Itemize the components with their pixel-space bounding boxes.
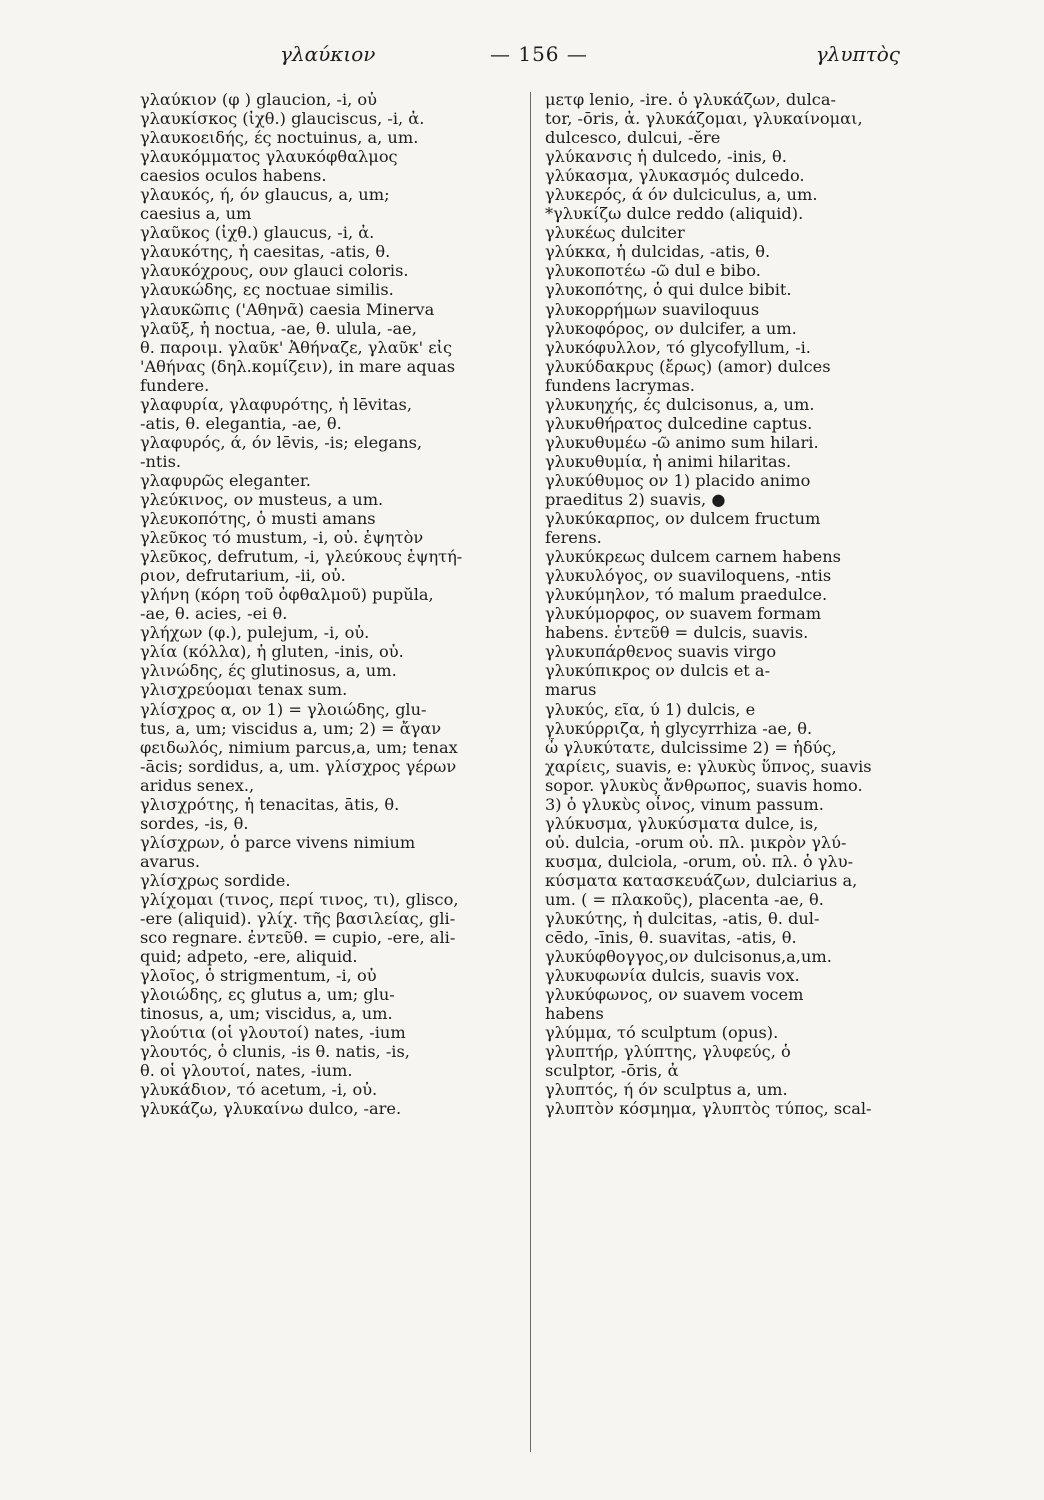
dictionary-line: fundere. [140,375,210,395]
dictionary-line: κυσμα, dulciola, -orum, οὐ. πλ. ὁ γλυ- [545,851,854,871]
dictionary-line: γλυκύμορφος, ον suavem formam [545,604,822,624]
dictionary-line: γλαυκότης, ἡ caesitas, -atis, θ. [140,242,391,262]
dictionary-line: 3) ὁ γλυκὺς οἶνος, vinum passum. [545,794,824,814]
dictionary-line: -ae, θ. acies, -ei θ. [140,604,288,624]
dictionary-line: tinosus, a, um; viscidus, a, um. [140,1004,393,1024]
dictionary-line: γλύκανσις ἡ dulcedo, -inis, θ. [545,147,787,167]
dictionary-line: quid; adpeto, -ere, aliquid. [140,947,358,967]
dictionary-line: γλυκοφόρος, ον dulcifer, a um. [545,318,797,338]
dictionary-line: ferens. [545,528,602,548]
dictionary-line: θ. οἱ γλουτοί, nates, -ium. [140,1061,353,1081]
dictionary-line: γλισχρότης, ἡ tenacitas, ātis, θ. [140,794,400,814]
dictionary-line: praeditus 2) suavis, ● [545,489,726,509]
dictionary-line: γλίσχρος α, ον 1) = γλοιώδης, glu- [140,699,427,719]
dictionary-line: γλαῦξ, ἡ noctua, -ae, θ. ulula, -ae, [140,318,417,338]
dictionary-line: um. ( = πλακοῦς), placenta -ae, θ. [545,889,824,909]
dictionary-line: avarus. [140,851,201,871]
dictionary-line: γλυκύτης, ἡ dulcitas, -atis, θ. dul- [545,909,820,929]
dictionary-line: γλυκυφωνία dulcis, suavis vox. [545,966,800,986]
dictionary-line: γλουτός, ὁ clunis, -is θ. natis, -is, [140,1042,410,1062]
dictionary-line: γλυκύκαρπος, ον dulcem fructum [545,509,821,529]
dictionary-line: γλύκκα, ἡ dulcidas, -atis, θ. [545,242,771,262]
dictionary-line: γλαυκώδης, ες noctuae similis. [140,280,394,300]
running-header [140,42,940,82]
dictionary-line: habens. ἐντεῦθ = dulcis, suavis. [545,623,809,643]
dictionary-line: γλαυκοειδής, ές noctuinus, a, um. [140,128,419,148]
dictionary-line: γλήνη (κόρη τοῦ ὀφθαλμοῦ) pupŭla, [140,585,434,605]
dictionary-line: γλυκύπικρος ον dulcis et a- [545,661,771,681]
dictionary-line: γλοῖος, ὁ strigmentum, -i, οὐ [140,966,377,986]
dictionary-line: χαρίεις, suavis, e: γλυκὺς ὕπνος, suavis [545,756,872,776]
dictionary-line: γλίχομαι (τινος, περί τινος, τι), glisco, [140,889,459,909]
dictionary-line: -ntis. [140,451,182,471]
dictionary-line: γλαυκῶπις ('Αθηνᾶ) caesia Minerva [140,299,435,319]
dictionary-line: θ. παροιμ. γλαῦκ' Ἀθήναζε, γλαῦκ' εἰς [140,337,453,357]
dictionary-line: γλυκυλόγος, ον suaviloquens, -ntis [545,566,832,586]
dictionary-line: γλαυκόχρους, ουν glauci coloris. [140,261,409,281]
dictionary-line: γλία (κόλλα), ἡ gluten, -inis, οὐ. [140,642,404,662]
dictionary-line: γλυκορρήμων suaviloquus [545,299,760,319]
dictionary-line: sopor. γλυκὺς ἄνθρωπος, suavis homo. [545,775,863,795]
dictionary-line: sordes, -is, θ. [140,813,249,833]
dictionary-line: γλυκοποτέω -ῶ dul e bibo. [545,261,761,281]
dictionary-line: γλύμμα, τό sculptum (opus). [545,1023,779,1043]
dictionary-line: 'Αθήνας (δηλ.κομίζειν), in mare aquas [140,356,456,376]
dictionary-line: γλυκύρριζα, ἡ glycyrrhiza -ae, θ. [545,718,813,738]
page-number: — 156 — [490,42,588,66]
dictionary-line: sco regnare. ἐντεῦθ. = cupio, -ere, ali- [140,928,456,948]
dictionary-line: γλυκύμηλον, τό malum praedulce. [545,585,828,605]
dictionary-line: dulcesco, dulcui, -ĕre [545,128,721,148]
dictionary-line: γλυκάδιον, τό acetum, -i, οὐ. [140,1080,378,1100]
dictionary-line: γλυκυθυμία, ἡ animi hilaritas. [545,451,792,471]
dictionary-line: γλαυκόμματος γλαυκόφθαλμος [140,147,398,167]
dictionary-line: γλυκύδακρυς (ἔρως) (amor) dulces [545,356,831,376]
dictionary-line: γλοιώδης, ες glutus a, um; glu- [140,985,395,1005]
dictionary-line: γλαφυρός, ά, όν lēvis, -is; elegans, [140,432,423,452]
dictionary-line: aridus senex., [140,775,255,795]
dictionary-line: γλυκυθήρατος dulcedine captus. [545,413,813,433]
column-divider [530,92,531,1452]
dictionary-line: marus [545,680,597,700]
dictionary-line: fundens lacrymas. [545,375,695,395]
dictionary-line: γλούτια (οἱ γλουτοί) nates, -ium [140,1023,406,1043]
dictionary-line: γλίσχρων, ὁ parce vivens nimium [140,832,416,852]
dictionary-line: γλαῦκος (ἰχθ.) glaucus, -i, ἀ. [140,223,375,243]
left-column [140,90,515,1470]
dictionary-line: tor, -ōris, ἀ. γλυκάζομαι, γλυκαίνομαι, [545,109,863,129]
dictionary-line: γλυκυηχής, ές dulcisonus, a, um. [545,394,815,414]
dictionary-line: γλαυκός, ή, όν glaucus, a, um; [140,185,390,205]
dictionary-line: γλευκοπότης, ὁ musti amans [140,509,376,529]
dictionary-line: οὐ. dulcia, -orum οὐ. πλ. μικρὸν γλύ- [545,832,847,852]
dictionary-line: γλυπτός, ή όν sculptus a, um. [545,1080,788,1100]
dictionary-line: γλεῦκος, defrutum, -i, γλεύκους ἑψητή- [140,547,463,567]
dictionary-line: γλινώδης, ές glutinosus, a, um. [140,661,397,681]
dictionary-line: γλυκάζω, γλυκαίνω dulco, -are. [140,1099,402,1119]
dictionary-line: sculptor, -ōris, ἀ [545,1061,679,1081]
dictionary-line: γλεύκινος, ον musteus, a um. [140,489,384,509]
dictionary-line: γλυκερός, ά όν dulciculus, a, um. [545,185,818,205]
dictionary-line: cēdo, -īnis, θ. suavitas, -atis, θ. [545,928,797,948]
dictionary-line: κύσματα κατασκευάζων, dulciarius a, [545,870,858,890]
left-guide-word: γλαύκιον [280,42,376,66]
dictionary-line: γλυκύφωνος, ον suavem vocem [545,985,804,1005]
dictionary-line: γλύκασμα, γλυκασμός dulcedo. [545,166,805,186]
dictionary-line: γλυκύθυμος ον 1) placido animo [545,470,811,490]
dictionary-line: γλυπτήρ, γλύπτης, γλυφεύς, ὁ [545,1042,791,1062]
right-column [545,90,930,1470]
dictionary-line: *γλυκίζω dulce reddo (aliquid). [545,204,804,224]
right-guide-word: γλυπτὸς [815,42,900,66]
dictionary-line: γλυκέως dulciter [545,223,685,243]
dictionary-line: -ācis; sordidus, a, um. γλίσχρος γέρων [140,756,457,776]
dictionary-line: γλυκύκρεως dulcem carnem habens [545,547,841,567]
dictionary-line: γλυκοπότης, ὁ qui dulce bibit. [545,280,792,300]
dictionary-line: caesios oculos habens. [140,166,327,186]
dictionary-line: γλυκύφθογγος,ον dulcisonus,a,um. [545,947,832,967]
dictionary-line: γλυκόφυλλον, τό glycofyllum, -i. [545,337,811,357]
dictionary-line: ριον, defrutarium, -ii, οὐ. [140,566,346,586]
dictionary-line: μετφ lenio, -ire. ὁ γλυκάζων, dulca- [545,90,836,109]
dictionary-line: -ere (aliquid). γλίχ. τῆς βασιλείας, gli- [140,909,456,929]
dictionary-line: γλυκυπάρθενος suavis virgo [545,642,777,662]
dictionary-line: habens [545,1004,604,1024]
dictionary-line: φειδωλός, nimium parcus,a, um; tenax [140,737,458,757]
dictionary-line: tus, a, um; viscidus a, um; 2) = ἄγαν [140,718,442,738]
dictionary-line: γλαυκίσκος (ἰχθ.) glauciscus, -i, ἀ. [140,109,425,129]
dictionary-line: γλίσχρως sordide. [140,870,291,890]
dictionary-line: γλυπτὸν κόσμημα, γλυπτὸς τύπος, scal- [545,1099,872,1119]
dictionary-line: γλεῦκος τό mustum, -i, οὐ. ἑψητὸν [140,528,424,548]
dictionary-line: γλυκυθυμέω -ῶ animo sum hilari. [545,432,819,452]
dictionary-line: γλύκυσμα, γλυκύσματα dulce, is, [545,813,819,833]
dictionary-line: γλαύκιον (φ ) glaucion, -i, οὐ [140,90,378,109]
dictionary-line: γλισχρεύομαι tenax sum. [140,680,348,700]
dictionary-line: γλαφυρῶς eleganter. [140,470,311,490]
dictionary-line: γλυκύς, εῖα, ύ 1) dulcis, e [545,699,756,719]
dictionary-line: ὦ γλυκύτατε, dulcissime 2) = ἡδύς, [545,737,837,757]
dictionary-line: γλαφυρία, γλαφυρότης, ἡ lēvitas, [140,394,412,414]
dictionary-line: γλήχων (φ.), pulejum, -i, οὐ. [140,623,370,643]
dictionary-line: caesius a, um [140,204,252,224]
dictionary-line: -atis, θ. elegantia, -ae, θ. [140,413,342,433]
